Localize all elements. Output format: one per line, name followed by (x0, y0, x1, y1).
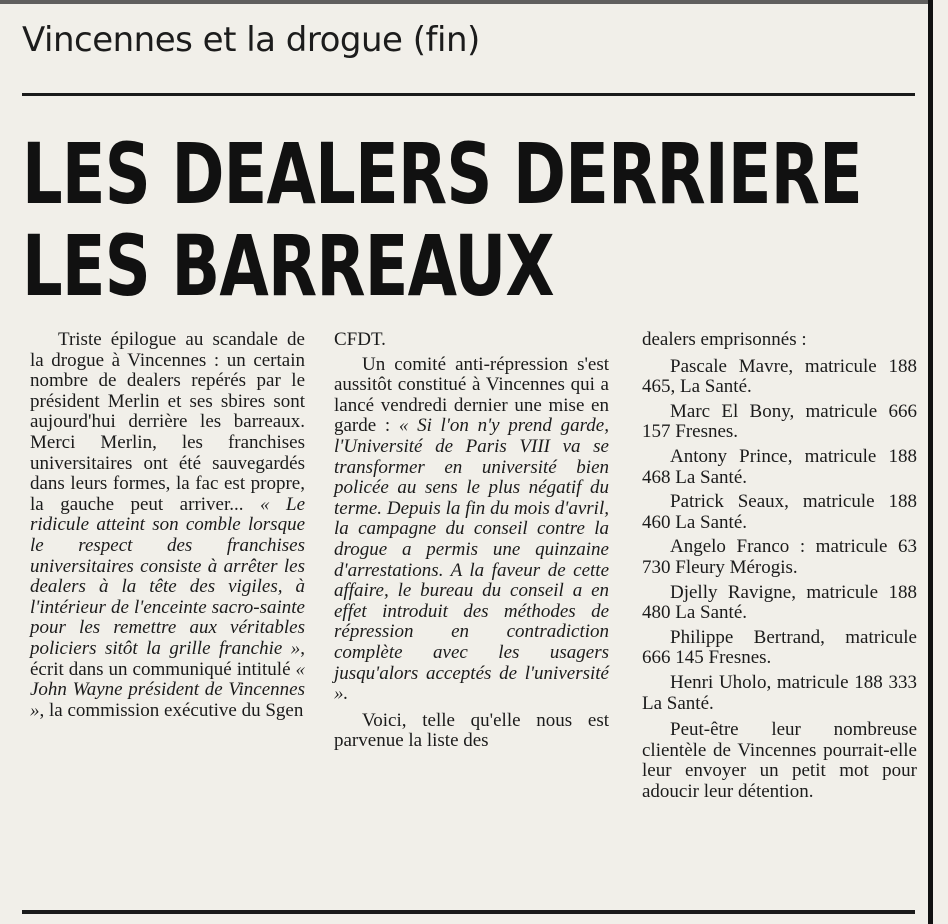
dealer-entry: Djelly Ravigne, matricule 188 480 La Santé. (642, 581, 917, 624)
paragraph: Un comité anti-répression s'est aussitôt constitué à Vincennes qui a lancé vendredi dernier une mise en garde : « Si l'on n'y prend garde, l'Université de Paris VIII va se transformer en université bien policée au sens le plus négatif du terme. Depuis la fin du mois d'avril, la campagne du conseil contre la drogue a permis une quinzaine d'arrestations. A la faveur de cette affaire, le bureau du conseil a en effet introduit des méthodes de répression en contradiction complète avec les usagers jusqu'alors acceptés de l'université ». (334, 353, 609, 705)
dealer-entry: Henri Uholo, matricule 188 333 La Santé. (642, 671, 917, 714)
dealer-entry: Marc El Bony, matricule 666 157 Fresnes. (642, 400, 917, 443)
paragraph: Triste épilogue au scandale de la drogue à Vincennes : un certain nombre de dealers repérés par le président Merlin et ses sbires sont aujourd'hui derrière les barreaux. Merci Merlin, les franchises universitaires ont été sauvegardés dans leurs formes, la fac est propre, la gauche peut arriver... « Le ridicule atteint son comble lorsque le respect des franchises universitaires consiste à arrêter les dealers à la tête des vigiles, à l'intérieur de l'enceinte sacro-sainte pour les remettre aux véritables policiers sitôt la grille franchie », écrit dans un communiqué intitulé « John Wayne président de Vincennes », la commission exécutive du Sgen (30, 329, 306, 721)
article-column-2 (334, 330, 609, 756)
kicker-title: Vincennes et la drogue (fin) (22, 20, 480, 60)
paragraph: dealers emprisonnés : (642, 329, 807, 350)
article-column-1 (30, 330, 305, 725)
right-column-rule (928, 0, 933, 924)
dealer-entry: Patrick Seaux, matricule 188 460 La Santé. (642, 491, 917, 533)
closing-paragraph: Peut-être leur nombreuse clientèle de Vincennes pourrait-elle leur envoyer un petit mot pour adoucir leur détention. (642, 719, 917, 802)
headline (22, 125, 863, 315)
dealer-entry: Angelo Franco : matricule 63 730 Fleury Mérogis. (642, 536, 917, 578)
top-divider (22, 93, 915, 96)
top-edge-strip (0, 0, 928, 4)
headline-line-2: LES BARREAUX (22, 217, 554, 315)
dealer-entry: Antony Prince, matricule 188 468 La Santé. (642, 445, 917, 488)
headline-line-1: LES DEALERS DERRIERE (22, 125, 863, 223)
paragraph: Voici, telle qu'elle nous est parvenue la liste des (334, 709, 609, 752)
dealer-entry: Pascale Mavre, matricule 188 465, La Santé. (642, 355, 917, 398)
article-column-3 (642, 330, 917, 806)
bottom-divider (22, 910, 915, 914)
paragraph: CFDT. (334, 329, 386, 350)
dealer-entry: Philippe Bertrand, matricule 666 145 Fresnes. (642, 626, 917, 669)
